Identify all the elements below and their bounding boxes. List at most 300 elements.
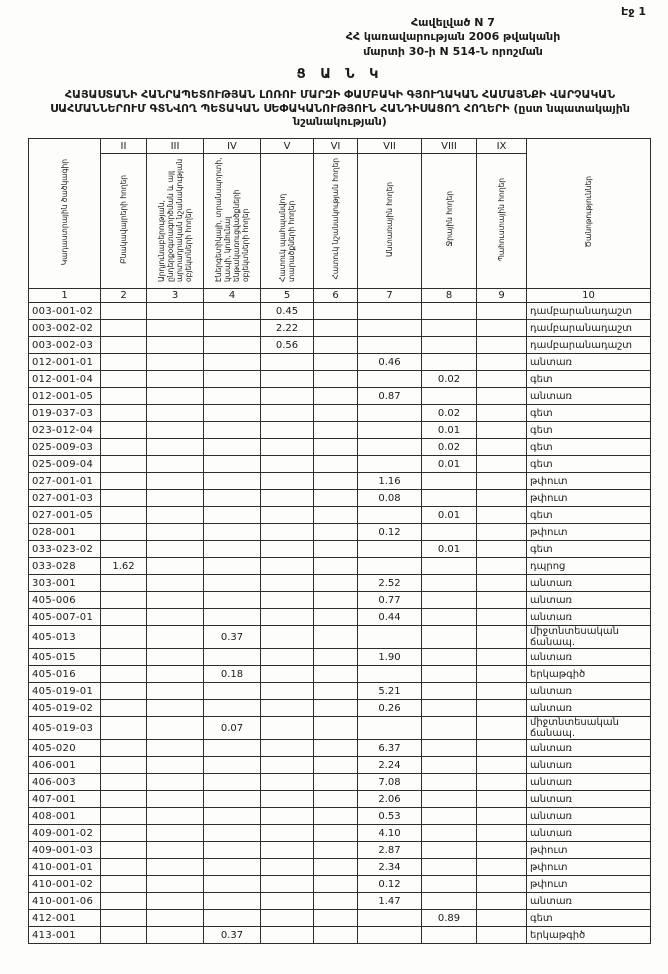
note-cell: անտառ xyxy=(527,388,651,405)
area-value-cell: 0.46 xyxy=(358,354,422,371)
cadastral-code-cell: 025-009-03 xyxy=(29,439,101,456)
area-value-cell xyxy=(477,859,527,876)
area-value-cell xyxy=(261,910,314,927)
area-value-cell xyxy=(477,683,527,700)
area-value-cell xyxy=(477,371,527,388)
cadastral-code-cell: 027-001-05 xyxy=(29,507,101,524)
area-value-cell xyxy=(101,740,147,757)
cadastral-code-cell: 003-002-02 xyxy=(29,320,101,337)
area-value-cell xyxy=(261,927,314,944)
cadastral-code-cell: 412-001 xyxy=(29,910,101,927)
note-cell: գետ xyxy=(527,507,651,524)
area-value-cell xyxy=(477,422,527,439)
area-value-cell xyxy=(204,825,261,842)
area-value-cell xyxy=(314,700,358,717)
area-value-cell xyxy=(314,439,358,456)
area-value-cell xyxy=(314,371,358,388)
area-value-cell xyxy=(477,337,527,354)
area-value-cell xyxy=(422,808,477,825)
cadastral-code-cell: 025-009-04 xyxy=(29,456,101,473)
area-value-cell xyxy=(358,456,422,473)
area-value-cell xyxy=(314,609,358,626)
roman-numeral-iv: IV xyxy=(204,139,261,154)
area-value-cell xyxy=(101,422,147,439)
area-value-cell xyxy=(204,683,261,700)
area-value-cell xyxy=(204,592,261,609)
area-value-cell xyxy=(477,354,527,371)
area-value-cell xyxy=(314,893,358,910)
area-value-cell: 0.87 xyxy=(358,388,422,405)
cadastral-code-cell: 405-016 xyxy=(29,666,101,683)
area-value-cell xyxy=(358,927,422,944)
area-value-cell xyxy=(477,541,527,558)
area-value-cell: 1.47 xyxy=(358,893,422,910)
area-value-cell xyxy=(314,649,358,666)
area-value-cell xyxy=(477,910,527,927)
area-value-cell xyxy=(147,388,204,405)
note-cell: թփուտ xyxy=(527,473,651,490)
area-value-cell xyxy=(204,371,261,388)
area-value-cell xyxy=(422,683,477,700)
area-value-cell xyxy=(204,303,261,320)
area-value-cell xyxy=(314,876,358,893)
area-value-cell xyxy=(147,666,204,683)
area-value-cell xyxy=(204,439,261,456)
area-value-cell xyxy=(147,791,204,808)
note-cell: դպրոց xyxy=(527,558,651,575)
area-value-cell xyxy=(101,626,147,649)
area-value-cell xyxy=(314,910,358,927)
area-value-cell xyxy=(261,700,314,717)
area-value-cell xyxy=(204,808,261,825)
note-cell: թփուտ xyxy=(527,876,651,893)
table-row xyxy=(29,337,651,354)
note-cell: թփուտ xyxy=(527,859,651,876)
area-value-cell xyxy=(147,541,204,558)
area-value-cell xyxy=(422,666,477,683)
area-value-cell xyxy=(204,791,261,808)
area-value-cell xyxy=(261,388,314,405)
area-value-cell xyxy=(147,717,204,740)
area-value-cell xyxy=(147,405,204,422)
area-value-cell xyxy=(147,422,204,439)
column-number: 5 xyxy=(261,289,314,303)
area-value-cell xyxy=(101,649,147,666)
area-value-cell xyxy=(477,927,527,944)
note-cell: անտառ xyxy=(527,825,651,842)
note-cell: անտառ xyxy=(527,609,651,626)
area-value-cell xyxy=(477,626,527,649)
area-value-cell xyxy=(477,757,527,774)
table-row xyxy=(29,609,651,626)
table-row xyxy=(29,507,651,524)
area-value-cell xyxy=(147,371,204,388)
note-cell: երկաթգիծ xyxy=(527,666,651,683)
area-value-cell xyxy=(101,717,147,740)
area-value-cell: 0.02 xyxy=(422,371,477,388)
area-value-cell xyxy=(314,717,358,740)
area-value-cell xyxy=(147,320,204,337)
note-cell: անտառ xyxy=(527,700,651,717)
area-value-cell xyxy=(101,473,147,490)
area-value-cell xyxy=(477,473,527,490)
area-value-cell xyxy=(101,371,147,388)
cadastral-code-cell: 012-001-04 xyxy=(29,371,101,388)
area-value-cell xyxy=(101,575,147,592)
area-value-cell xyxy=(422,893,477,910)
area-value-cell xyxy=(358,337,422,354)
area-value-cell xyxy=(101,825,147,842)
area-value-cell xyxy=(422,490,477,507)
area-value-cell xyxy=(204,541,261,558)
column-number: 2 xyxy=(101,289,147,303)
area-value-cell xyxy=(314,683,358,700)
area-value-cell xyxy=(422,575,477,592)
area-value-cell xyxy=(261,859,314,876)
area-value-cell: 0.89 xyxy=(422,910,477,927)
note-cell: երկաթգիծ xyxy=(527,927,651,944)
area-value-cell xyxy=(261,842,314,859)
area-value-cell xyxy=(101,808,147,825)
area-value-cell xyxy=(422,859,477,876)
area-value-cell xyxy=(358,422,422,439)
note-cell: միջտնտեսական ճանապ. xyxy=(527,626,651,649)
roman-numeral-row xyxy=(29,139,651,154)
note-cell: միջտնտեսական ճանապ. xyxy=(527,717,651,740)
area-value-cell xyxy=(101,683,147,700)
cadastral-code-cell: 405-020 xyxy=(29,740,101,757)
area-value-cell xyxy=(477,842,527,859)
area-value-cell xyxy=(477,303,527,320)
area-value-cell xyxy=(314,490,358,507)
cadastral-code-cell: 410-001-01 xyxy=(29,859,101,876)
area-value-cell xyxy=(422,649,477,666)
area-value-cell xyxy=(261,592,314,609)
table-row xyxy=(29,439,651,456)
note-cell: թփուտ xyxy=(527,490,651,507)
area-value-cell xyxy=(147,354,204,371)
table-row xyxy=(29,774,651,791)
area-value-cell xyxy=(422,740,477,757)
note-cell: գետ xyxy=(527,456,651,473)
table-row xyxy=(29,575,651,592)
area-value-cell: 0.45 xyxy=(261,303,314,320)
area-value-cell: 0.44 xyxy=(358,609,422,626)
area-value-cell xyxy=(204,405,261,422)
area-value-cell xyxy=(314,337,358,354)
area-value-cell xyxy=(314,791,358,808)
area-value-cell: 0.12 xyxy=(358,876,422,893)
area-value-cell xyxy=(477,876,527,893)
area-value-cell: 0.08 xyxy=(358,490,422,507)
area-value-cell xyxy=(261,354,314,371)
area-value-cell: 7.08 xyxy=(358,774,422,791)
area-value-cell xyxy=(422,700,477,717)
area-value-cell xyxy=(147,910,204,927)
area-value-cell xyxy=(147,825,204,842)
table-row xyxy=(29,524,651,541)
area-value-cell xyxy=(261,609,314,626)
area-value-cell xyxy=(261,422,314,439)
area-value-cell xyxy=(204,337,261,354)
area-value-cell: 0.37 xyxy=(204,927,261,944)
table-row xyxy=(29,422,651,439)
area-value-cell xyxy=(477,558,527,575)
note-cell: գետ xyxy=(527,371,651,388)
column-number: 10 xyxy=(527,289,651,303)
area-value-cell xyxy=(477,575,527,592)
area-value-cell xyxy=(358,439,422,456)
cadastral-code-cell: 410-001-06 xyxy=(29,893,101,910)
table-row xyxy=(29,842,651,859)
area-value-cell xyxy=(204,876,261,893)
appendix-block xyxy=(258,16,648,59)
area-value-cell xyxy=(477,700,527,717)
area-value-cell xyxy=(147,876,204,893)
note-cell: անտառ xyxy=(527,791,651,808)
note-cell: գետ xyxy=(527,541,651,558)
cadastral-code-cell: 019-037-03 xyxy=(29,405,101,422)
area-value-cell xyxy=(147,303,204,320)
area-value-cell xyxy=(204,473,261,490)
area-value-cell: 0.02 xyxy=(422,405,477,422)
note-cell: անտառ xyxy=(527,808,651,825)
area-value-cell xyxy=(477,791,527,808)
table-row xyxy=(29,456,651,473)
area-value-cell xyxy=(261,683,314,700)
area-value-cell xyxy=(147,626,204,649)
area-value-cell xyxy=(261,490,314,507)
area-value-cell xyxy=(422,825,477,842)
area-value-cell xyxy=(261,541,314,558)
area-value-cell: 0.18 xyxy=(204,666,261,683)
table-row xyxy=(29,757,651,774)
area-value-cell: 1.90 xyxy=(358,649,422,666)
roman-numeral-viii: VIII xyxy=(422,139,477,154)
area-value-cell xyxy=(477,825,527,842)
area-value-cell xyxy=(422,717,477,740)
area-value-cell: 0.01 xyxy=(422,422,477,439)
area-value-cell xyxy=(358,507,422,524)
area-value-cell xyxy=(261,808,314,825)
note-cell: գետ xyxy=(527,910,651,927)
area-value-cell xyxy=(314,422,358,439)
area-value-cell xyxy=(422,354,477,371)
roman-numeral-ii: II xyxy=(101,139,147,154)
decree-line-1: ՀՀ կառավարության 2006 թվականի xyxy=(345,30,561,44)
area-value-cell xyxy=(314,666,358,683)
header-cadastral-code-label: Կադաստրային ծածկագիր xyxy=(60,158,69,265)
table-row xyxy=(29,927,651,944)
area-value-cell xyxy=(477,666,527,683)
area-value-cell xyxy=(422,842,477,859)
cadastral-code-cell: 033-023-02 xyxy=(29,541,101,558)
note-cell: դամբարանադաշտ xyxy=(527,320,651,337)
cadastral-code-cell: 406-003 xyxy=(29,774,101,791)
area-value-cell xyxy=(147,558,204,575)
cadastral-code-cell: 003-001-02 xyxy=(29,303,101,320)
area-value-cell xyxy=(101,354,147,371)
area-value-cell xyxy=(204,757,261,774)
table-row xyxy=(29,388,651,405)
area-value-cell xyxy=(358,666,422,683)
area-value-cell xyxy=(422,876,477,893)
area-value-cell xyxy=(261,626,314,649)
area-value-cell xyxy=(358,405,422,422)
note-cell: անտառ xyxy=(527,354,651,371)
area-value-cell xyxy=(477,609,527,626)
area-value-cell xyxy=(101,490,147,507)
area-value-cell xyxy=(314,456,358,473)
area-value-cell xyxy=(147,456,204,473)
cadastral-code-cell: 027-001-03 xyxy=(29,490,101,507)
header-water-lands: Ջրային հողեր xyxy=(422,154,477,289)
area-value-cell xyxy=(422,558,477,575)
area-value-cell xyxy=(314,825,358,842)
area-value-cell xyxy=(204,575,261,592)
area-value-cell xyxy=(147,774,204,791)
cadastral-code-cell: 012-001-05 xyxy=(29,388,101,405)
cadastral-code-cell: 028-001 xyxy=(29,524,101,541)
area-value-cell xyxy=(314,859,358,876)
area-value-cell xyxy=(204,649,261,666)
area-value-cell: 0.77 xyxy=(358,592,422,609)
cadastral-code-cell: 003-002-03 xyxy=(29,337,101,354)
table-row xyxy=(29,473,651,490)
area-value-cell xyxy=(261,575,314,592)
area-value-cell xyxy=(358,910,422,927)
area-value-cell: 0.53 xyxy=(358,808,422,825)
table-row xyxy=(29,626,651,649)
cadastral-code-cell: 012-001-01 xyxy=(29,354,101,371)
area-value-cell xyxy=(204,320,261,337)
area-value-cell xyxy=(314,757,358,774)
area-value-cell: 1.62 xyxy=(101,558,147,575)
note-cell: անտառ xyxy=(527,649,651,666)
area-value-cell xyxy=(477,405,527,422)
area-value-cell xyxy=(204,524,261,541)
appendix-title: Հավելված N 7 xyxy=(411,16,495,29)
table-row xyxy=(29,717,651,740)
list-label: Ց Ա Ն Կ xyxy=(296,66,384,82)
area-value-cell xyxy=(204,609,261,626)
table-row xyxy=(29,558,651,575)
roman-numeral-iii: III xyxy=(147,139,204,154)
area-value-cell xyxy=(147,740,204,757)
area-value-cell xyxy=(477,439,527,456)
table-row xyxy=(29,490,651,507)
cadastral-code-cell: 405-019-01 xyxy=(29,683,101,700)
area-value-cell xyxy=(101,609,147,626)
area-value-cell xyxy=(101,893,147,910)
note-cell: թփուտ xyxy=(527,524,651,541)
area-value-cell xyxy=(261,371,314,388)
note-cell: անտառ xyxy=(527,774,651,791)
table-row xyxy=(29,666,651,683)
area-value-cell xyxy=(477,490,527,507)
header-residential-lands: Բնակավայրերի հողեր xyxy=(101,154,147,289)
area-value-cell xyxy=(101,456,147,473)
area-value-cell xyxy=(147,649,204,666)
note-cell: դամբարանադաշտ xyxy=(527,337,651,354)
area-value-cell xyxy=(147,337,204,354)
area-value-cell xyxy=(147,507,204,524)
column-number: 8 xyxy=(422,289,477,303)
area-value-cell xyxy=(261,524,314,541)
note-cell: անտառ xyxy=(527,575,651,592)
area-value-cell xyxy=(204,456,261,473)
area-value-cell xyxy=(477,893,527,910)
area-value-cell xyxy=(314,592,358,609)
column-number: 1 xyxy=(29,289,101,303)
area-value-cell xyxy=(261,757,314,774)
area-value-cell xyxy=(358,320,422,337)
area-value-cell xyxy=(477,524,527,541)
area-value-cell xyxy=(204,354,261,371)
table-body xyxy=(29,303,651,944)
area-value-cell xyxy=(101,842,147,859)
area-value-cell xyxy=(422,592,477,609)
area-value-cell: 6.37 xyxy=(358,740,422,757)
table-row xyxy=(29,649,651,666)
area-value-cell xyxy=(204,774,261,791)
area-value-cell: 0.01 xyxy=(422,541,477,558)
table-row xyxy=(29,910,651,927)
table-row xyxy=(29,825,651,842)
area-value-cell: 0.26 xyxy=(358,700,422,717)
area-value-cell xyxy=(261,473,314,490)
area-value-cell xyxy=(314,626,358,649)
table-row xyxy=(29,876,651,893)
area-value-cell xyxy=(314,558,358,575)
area-value-cell xyxy=(147,490,204,507)
cadastral-code-cell: 409-001-02 xyxy=(29,825,101,842)
roman-numeral-vi: VI xyxy=(314,139,358,154)
area-value-cell xyxy=(314,842,358,859)
area-value-cell xyxy=(101,439,147,456)
header-notes xyxy=(527,139,651,289)
area-value-cell xyxy=(358,558,422,575)
column-number: 9 xyxy=(477,289,527,303)
area-value-cell xyxy=(261,666,314,683)
area-value-cell: 1.16 xyxy=(358,473,422,490)
header-forest-lands: Անտառային հողեր xyxy=(358,154,422,289)
area-value-cell xyxy=(101,592,147,609)
area-value-cell xyxy=(358,717,422,740)
area-value-cell xyxy=(261,825,314,842)
area-value-cell: 0.02 xyxy=(422,439,477,456)
table-row xyxy=(29,740,651,757)
area-value-cell xyxy=(314,473,358,490)
area-value-cell: 2.52 xyxy=(358,575,422,592)
area-value-cell xyxy=(314,507,358,524)
cadastral-code-cell: 413-001 xyxy=(29,927,101,944)
note-cell: դամբարանադաշտ xyxy=(527,303,651,320)
cadastral-code-cell: 023-012-04 xyxy=(29,422,101,439)
cadastral-code-cell: 405-006 xyxy=(29,592,101,609)
area-value-cell xyxy=(314,354,358,371)
note-cell: անտառ xyxy=(527,893,651,910)
cadastral-code-cell: 407-001 xyxy=(29,791,101,808)
cadastral-code-cell: 405-015 xyxy=(29,649,101,666)
cadastral-code-cell: 033-028 xyxy=(29,558,101,575)
area-value-cell: 0.56 xyxy=(261,337,314,354)
note-cell: անտառ xyxy=(527,683,651,700)
area-value-cell: 0.07 xyxy=(204,717,261,740)
area-value-cell xyxy=(477,320,527,337)
header-industrial-lands: Արդյունաբերության, ընդերքօգտագործման և այլ արտադրական նշանակության օբյեկտների հողեր xyxy=(147,154,204,289)
area-value-cell xyxy=(101,388,147,405)
